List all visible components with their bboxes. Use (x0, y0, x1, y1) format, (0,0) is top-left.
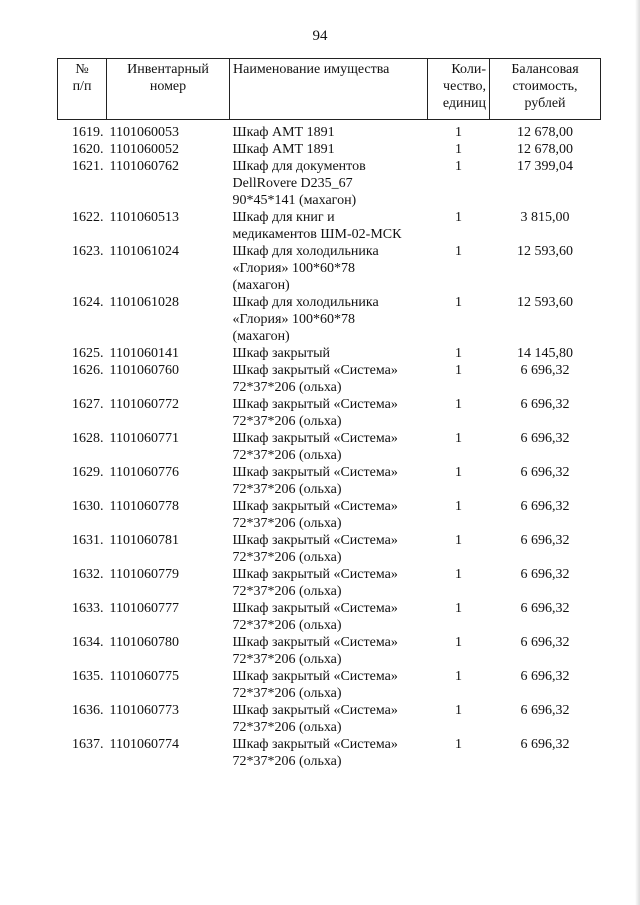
balance-cost-cell: 6 696,32 (520, 533, 570, 548)
header-name-line: Наименование имущества (233, 62, 390, 77)
item-name-cell (230, 532, 428, 566)
item-name-cell (230, 498, 428, 532)
quantity-cell: 1 (455, 465, 462, 480)
row-number-cell: 1624. (72, 295, 104, 310)
item-name-line: Шкаф закрытый «Система» (232, 465, 398, 480)
item-name-cell (230, 464, 428, 498)
inventory-number-cell: 1101060052 (109, 142, 179, 157)
inventory-number-cell: 1101061028 (109, 295, 179, 310)
quantity-cell: 1 (455, 346, 462, 361)
item-name-cell (230, 362, 428, 396)
item-name-line: Шкаф для документов (232, 159, 366, 174)
table-row (58, 362, 601, 396)
item-name-line: (махагон) (232, 329, 290, 344)
table-row (58, 600, 601, 634)
item-name-line: 90*45*141 (махагон) (232, 193, 357, 208)
row-number-cell: 1627. (72, 397, 104, 412)
quantity-cell: 1 (455, 499, 462, 514)
table-row (58, 158, 601, 209)
item-name-line: Шкаф закрытый (232, 346, 330, 361)
inventory-number-cell: 1101060775 (109, 669, 179, 684)
header-inventory-line: Инвентарный (127, 62, 209, 77)
item-name-line: Шкаф для холодильника (232, 244, 379, 259)
inventory-number-cell: 1101060771 (109, 431, 179, 446)
row-number-cell: 1634. (72, 635, 104, 650)
row-number-cell: 1628. (72, 431, 104, 446)
page-number: 94 (312, 28, 328, 44)
inventory-number-cell: 1101060774 (109, 737, 179, 752)
quantity-cell: 1 (455, 635, 462, 650)
item-name-cell (230, 345, 428, 362)
header-number-line: № (75, 62, 89, 77)
row-number-cell: 1620. (72, 142, 104, 157)
header-number-line: п/п (72, 79, 92, 94)
inventory-number-cell: 1101060762 (109, 159, 179, 174)
item-name-line: Шкаф закрытый «Система» (232, 737, 398, 752)
item-name-cell (230, 668, 428, 702)
inventory-number-cell: 1101060779 (109, 567, 179, 582)
table-row (58, 498, 601, 532)
balance-cost-cell: 12 593,60 (517, 244, 573, 259)
item-name-line: 72*37*206 (ольха) (232, 516, 342, 531)
balance-cost-cell: 6 696,32 (520, 601, 570, 616)
item-name-line: Шкаф закрытый «Система» (232, 533, 398, 548)
inventory-number-cell: 1101060778 (109, 499, 179, 514)
item-name-cell (230, 702, 428, 736)
inventory-number-cell: 1101060776 (109, 465, 179, 480)
item-name-cell (230, 158, 428, 209)
item-name-line: 72*37*206 (ольха) (232, 380, 342, 395)
table-row (58, 430, 601, 464)
item-name-cell (230, 600, 428, 634)
table-row (58, 668, 601, 702)
balance-cost-cell: 6 696,32 (520, 397, 570, 412)
table-row (58, 209, 601, 243)
balance-cost-cell: 6 696,32 (520, 465, 570, 480)
inventory-number-cell: 1101060513 (109, 210, 179, 225)
item-name-line: Шкаф закрытый «Система» (232, 397, 398, 412)
row-number-cell: 1629. (72, 465, 104, 480)
item-name-cell (230, 736, 428, 770)
inventory-number-cell: 1101061024 (109, 244, 179, 259)
item-name-line: Шкаф закрытый «Система» (232, 431, 398, 446)
inventory-number-cell: 1101060780 (109, 635, 179, 650)
row-number-cell: 1622. (72, 210, 104, 225)
row-number-cell: 1625. (72, 346, 104, 361)
table-row (58, 120, 601, 142)
item-name-line: Шкаф закрытый «Система» (232, 567, 398, 582)
item-name-cell (230, 120, 428, 142)
balance-cost-cell: 6 696,32 (520, 703, 570, 718)
quantity-cell: 1 (455, 703, 462, 718)
balance-cost-cell: 6 696,32 (520, 363, 570, 378)
header-quantity-line: единиц (442, 96, 486, 111)
quantity-cell: 1 (455, 125, 462, 140)
header-row (58, 59, 601, 120)
quantity-cell: 1 (455, 397, 462, 412)
inventory-number-cell: 1101060772 (109, 397, 179, 412)
quantity-cell: 1 (455, 295, 462, 310)
table-body (58, 120, 601, 771)
quantity-cell: 1 (455, 244, 462, 259)
table-row (58, 532, 601, 566)
header-cost-line: Балансовая (511, 62, 579, 77)
table-row (58, 294, 601, 345)
item-name-cell (230, 209, 428, 243)
item-name-line: 72*37*206 (ольха) (232, 482, 342, 497)
item-name-cell (230, 141, 428, 158)
row-number-cell: 1632. (72, 567, 104, 582)
inventory-table (57, 58, 601, 770)
balance-cost-cell: 6 696,32 (520, 567, 570, 582)
quantity-cell: 1 (455, 533, 462, 548)
table-row (58, 141, 601, 158)
item-name-line: Шкаф закрытый «Система» (232, 635, 398, 650)
item-name-line: 72*37*206 (ольха) (232, 584, 342, 599)
quantity-cell: 1 (455, 601, 462, 616)
item-name-line: Шкаф АМТ 1891 (232, 125, 335, 140)
balance-cost-cell: 6 696,32 (520, 431, 570, 446)
item-name-cell (230, 243, 428, 294)
balance-cost-cell: 17 399,04 (517, 159, 573, 174)
item-name-line: медикаментов ШМ-02-МСК (232, 227, 402, 242)
header-cost-line: рублей (524, 96, 566, 111)
item-name-cell (230, 566, 428, 600)
quantity-cell: 1 (455, 567, 462, 582)
item-name-cell (230, 430, 428, 464)
row-number-cell: 1621. (72, 159, 104, 174)
header-balance-cost (490, 59, 601, 120)
row-number-cell: 1626. (72, 363, 104, 378)
item-name-line: Шкаф закрытый «Система» (232, 703, 398, 718)
item-name-cell (230, 294, 428, 345)
header-item-name (230, 59, 428, 120)
table-row (58, 345, 601, 362)
header-number (58, 59, 107, 120)
row-number-cell: 1637. (72, 737, 104, 752)
row-number-cell: 1619. (72, 125, 104, 140)
quantity-cell: 1 (455, 159, 462, 174)
quantity-cell: 1 (455, 737, 462, 752)
quantity-cell: 1 (455, 431, 462, 446)
item-name-line: DellRovere D235_67 (232, 176, 353, 191)
row-number-cell: 1623. (72, 244, 104, 259)
balance-cost-cell: 6 696,32 (520, 737, 570, 752)
item-name-line: Шкаф для холодильника (232, 295, 379, 310)
item-name-line: 72*37*206 (ольха) (232, 652, 342, 667)
row-number-cell: 1631. (72, 533, 104, 548)
item-name-line: Шкаф закрытый «Система» (232, 669, 398, 684)
item-name-line: 72*37*206 (ольха) (232, 720, 342, 735)
row-number-cell: 1635. (72, 669, 104, 684)
item-name-line: «Глория» 100*60*78 (232, 261, 355, 276)
balance-cost-cell: 12 678,00 (517, 142, 573, 157)
header-inventory-line: номер (149, 79, 187, 94)
inventory-number-cell: 1101060777 (109, 601, 179, 616)
inventory-number-cell: 1101060773 (109, 703, 179, 718)
balance-cost-cell: 6 696,32 (520, 635, 570, 650)
quantity-cell: 1 (455, 142, 462, 157)
header-inventory-number (107, 59, 230, 120)
item-name-line: Шкаф АМТ 1891 (232, 142, 335, 157)
inventory-number-cell: 1101060053 (109, 125, 179, 140)
balance-cost-cell: 3 815,00 (520, 210, 570, 225)
row-number-cell: 1633. (72, 601, 104, 616)
balance-cost-cell: 12 678,00 (517, 125, 573, 140)
item-name-line: 72*37*206 (ольха) (232, 754, 342, 769)
header-quantity (428, 59, 490, 120)
item-name-line: Шкаф для книг и (232, 210, 335, 225)
table-row (58, 736, 601, 770)
item-name-line: 72*37*206 (ольха) (232, 686, 342, 701)
item-name-line: Шкаф закрытый «Система» (232, 601, 398, 616)
table-row (58, 396, 601, 430)
item-name-cell (230, 396, 428, 430)
item-name-line: (махагон) (232, 278, 290, 293)
item-name-line: 72*37*206 (ольха) (232, 448, 342, 463)
quantity-cell: 1 (455, 363, 462, 378)
item-name-cell (230, 634, 428, 668)
table-header (58, 59, 601, 120)
header-quantity-line: Коли- (451, 62, 486, 77)
item-name-line: 72*37*206 (ольха) (232, 550, 342, 565)
table-row (58, 702, 601, 736)
table-row (58, 634, 601, 668)
balance-cost-cell: 6 696,32 (520, 669, 570, 684)
balance-cost-cell: 12 593,60 (517, 295, 573, 310)
inventory-number-cell: 1101060141 (109, 346, 179, 361)
quantity-cell: 1 (455, 669, 462, 684)
item-name-line: Шкаф закрытый «Система» (232, 363, 398, 378)
row-number-cell: 1636. (72, 703, 104, 718)
inventory-number-cell: 1101060760 (109, 363, 179, 378)
quantity-cell: 1 (455, 210, 462, 225)
header-cost-line: стоимость, (512, 79, 578, 94)
header-quantity-line: чество, (443, 79, 486, 94)
table-row (58, 464, 601, 498)
item-name-line: 72*37*206 (ольха) (232, 414, 342, 429)
balance-cost-cell: 14 145,80 (517, 346, 573, 361)
table-row (58, 566, 601, 600)
scan-edge-shadow (635, 0, 640, 905)
item-name-line: 72*37*206 (ольха) (232, 618, 342, 633)
item-name-line: Шкаф закрытый «Система» (232, 499, 398, 514)
row-number-cell: 1630. (72, 499, 104, 514)
inventory-number-cell: 1101060781 (109, 533, 179, 548)
item-name-line: «Глория» 100*60*78 (232, 312, 355, 327)
balance-cost-cell: 6 696,32 (520, 499, 570, 514)
table-row (58, 243, 601, 294)
